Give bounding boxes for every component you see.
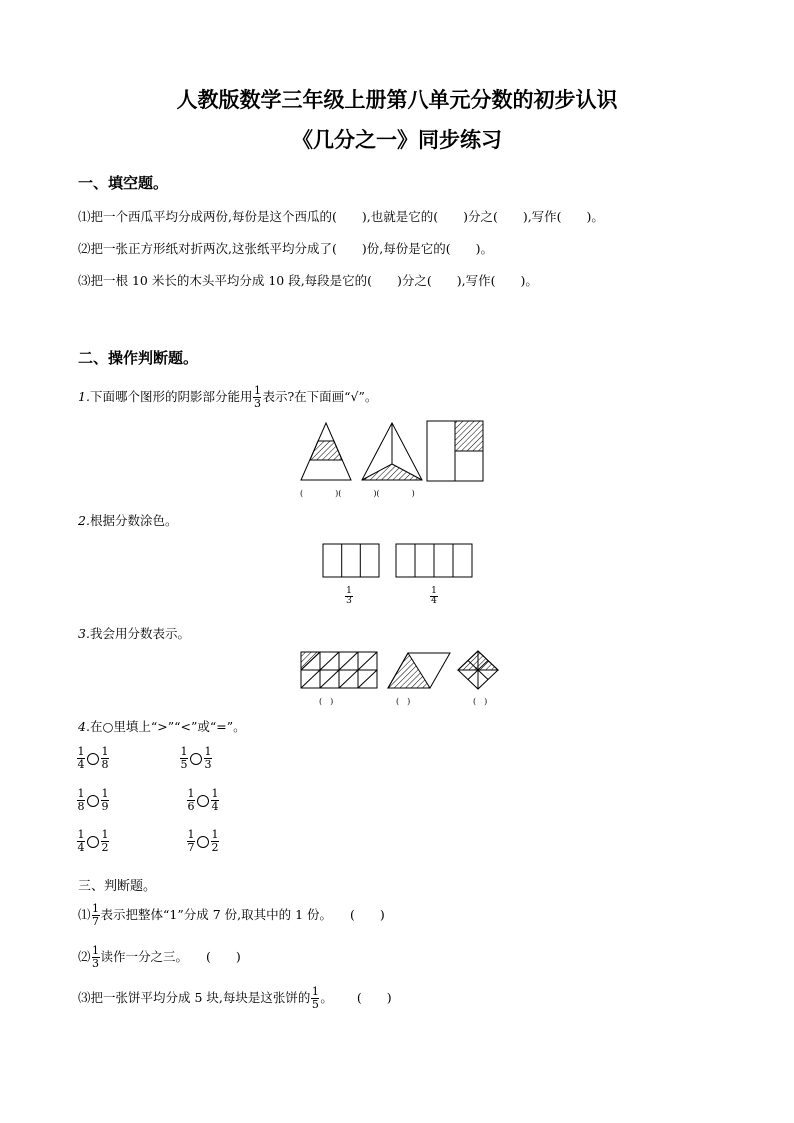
question-text: 下面哪个图形的阴影部分能用 bbox=[89, 389, 253, 404]
question-text: 在○里填上“>”“<”或“=”。 bbox=[89, 719, 246, 734]
answer-blanks-q1 bbox=[300, 488, 415, 499]
section1-q2: ⑵把一张正方形纸对折两次,这张纸平均分成了( )份,每份是它的( )。 bbox=[78, 241, 493, 256]
compare-circle[interactable] bbox=[87, 836, 99, 848]
denominator: 4 bbox=[431, 596, 437, 606]
answer-blank[interactable]: ( ) bbox=[473, 697, 488, 706]
compare-circle[interactable] bbox=[190, 753, 202, 765]
section2-q2 bbox=[78, 511, 177, 529]
numerator: 1 bbox=[253, 384, 261, 397]
fraction: $\frac{1}{5}$ bbox=[311, 985, 319, 1011]
question-text: 把一张饼平均分成 5 块,每块是这张饼的 bbox=[90, 990, 311, 1005]
question-text-after: 。 bbox=[320, 990, 333, 1005]
answer-blank[interactable]: ( ) bbox=[356, 990, 392, 1005]
section2-heading: 二、操作判断题。 bbox=[78, 349, 199, 367]
answer-blank[interactable]: ( ) bbox=[300, 489, 339, 498]
section3-heading: 三、判断题。 bbox=[78, 879, 157, 894]
compare-item: $\frac{1}{6}$ $\frac{1}{4}$ bbox=[187, 787, 219, 813]
triangle-grid-figure bbox=[301, 652, 377, 688]
compare-item: $\frac{1}{8}$ $\frac{1}{9}$ bbox=[77, 787, 109, 813]
denominator: 3 bbox=[253, 397, 261, 410]
answer-blank[interactable]: ( ) bbox=[206, 949, 241, 964]
section1-heading: 一、填空题。 bbox=[78, 174, 169, 192]
question-text: 我会用分数表示。 bbox=[89, 626, 190, 641]
shape-figures-q3 bbox=[298, 648, 504, 692]
label-fraction bbox=[429, 587, 439, 606]
compare-item: $\frac{1}{5}$ $\frac{1}{3}$ bbox=[180, 745, 212, 771]
fraction bbox=[253, 385, 261, 410]
section3-q1 bbox=[78, 903, 385, 928]
compare-circle[interactable] bbox=[197, 836, 209, 848]
page-title: 人教版数学三年级上册第八单元分数的初步认识 bbox=[176, 88, 618, 112]
diamond-figure bbox=[458, 651, 498, 689]
question-text: 读作一分之三。 bbox=[100, 949, 189, 964]
question-number: 1. bbox=[78, 389, 90, 404]
question-number: 2. bbox=[78, 513, 90, 528]
section2-q1 bbox=[78, 385, 377, 410]
quartered-rectangle-figure bbox=[427, 421, 483, 481]
section3-q2 bbox=[78, 945, 241, 970]
fraction: $\frac{1}{7}$ bbox=[92, 902, 100, 928]
question-text-after: 表示?在下面画“√”。 bbox=[262, 389, 378, 404]
denominator: 3 bbox=[346, 596, 352, 606]
rectangle-thirds[interactable] bbox=[323, 544, 379, 577]
numerator: 1 bbox=[346, 586, 352, 596]
answer-blank[interactable]: ( ) bbox=[396, 697, 411, 706]
question-number: ⑵ bbox=[78, 949, 91, 964]
question-number: ⑶ bbox=[78, 990, 91, 1005]
shape-figures-q1 bbox=[296, 418, 496, 488]
answer-blank[interactable]: ( ) bbox=[319, 697, 334, 706]
compare-item: $\frac{1}{4}$ $\frac{1}{2}$ bbox=[77, 828, 109, 854]
split-triangle-figure bbox=[362, 423, 422, 480]
question-number: 3. bbox=[78, 626, 90, 641]
answer-blank[interactable]: ( ) bbox=[350, 907, 385, 922]
section1-q3: ⑶把一根 10 米长的木头平均分成 10 段,每段是它的( )分之( ),写作( )。 bbox=[78, 273, 538, 288]
section2-q4 bbox=[78, 717, 246, 735]
striped-triangle-figure bbox=[301, 423, 351, 480]
section1-q1: ⑴把一个西瓜平均分成两份,每份是这个西瓜的( ),也就是它的( )分之( ),写作( )。 bbox=[78, 209, 604, 224]
question-number: 4. bbox=[78, 719, 90, 734]
parallelogram-figure bbox=[388, 653, 450, 688]
compare-circle[interactable] bbox=[87, 795, 99, 807]
question-text: 根据分数涂色。 bbox=[89, 513, 178, 528]
answer-blank[interactable]: ( ) bbox=[376, 489, 415, 498]
page-subtitle: 《几分之一》同步练习 bbox=[292, 128, 502, 152]
label-fraction bbox=[344, 587, 354, 606]
compare-circle[interactable] bbox=[197, 795, 209, 807]
compare-item: $\frac{1}{4}$ $\frac{1}{8}$ bbox=[77, 745, 109, 771]
rectangle-quarters[interactable] bbox=[396, 544, 472, 577]
section3-q3 bbox=[78, 986, 392, 1011]
section2-q3 bbox=[78, 624, 190, 642]
compare-circle[interactable] bbox=[87, 753, 99, 765]
question-text: 表示把整体“1”分成 7 份,取其中的 1 份。 bbox=[100, 907, 333, 922]
compare-item: $\frac{1}{7}$ $\frac{1}{2}$ bbox=[187, 828, 219, 854]
answer-blank[interactable]: ( ) bbox=[338, 489, 377, 498]
fraction: $\frac{1}{3}$ bbox=[92, 944, 100, 970]
numerator: 1 bbox=[431, 586, 437, 596]
question-number: ⑴ bbox=[78, 907, 91, 922]
coloring-rectangles bbox=[320, 541, 480, 581]
